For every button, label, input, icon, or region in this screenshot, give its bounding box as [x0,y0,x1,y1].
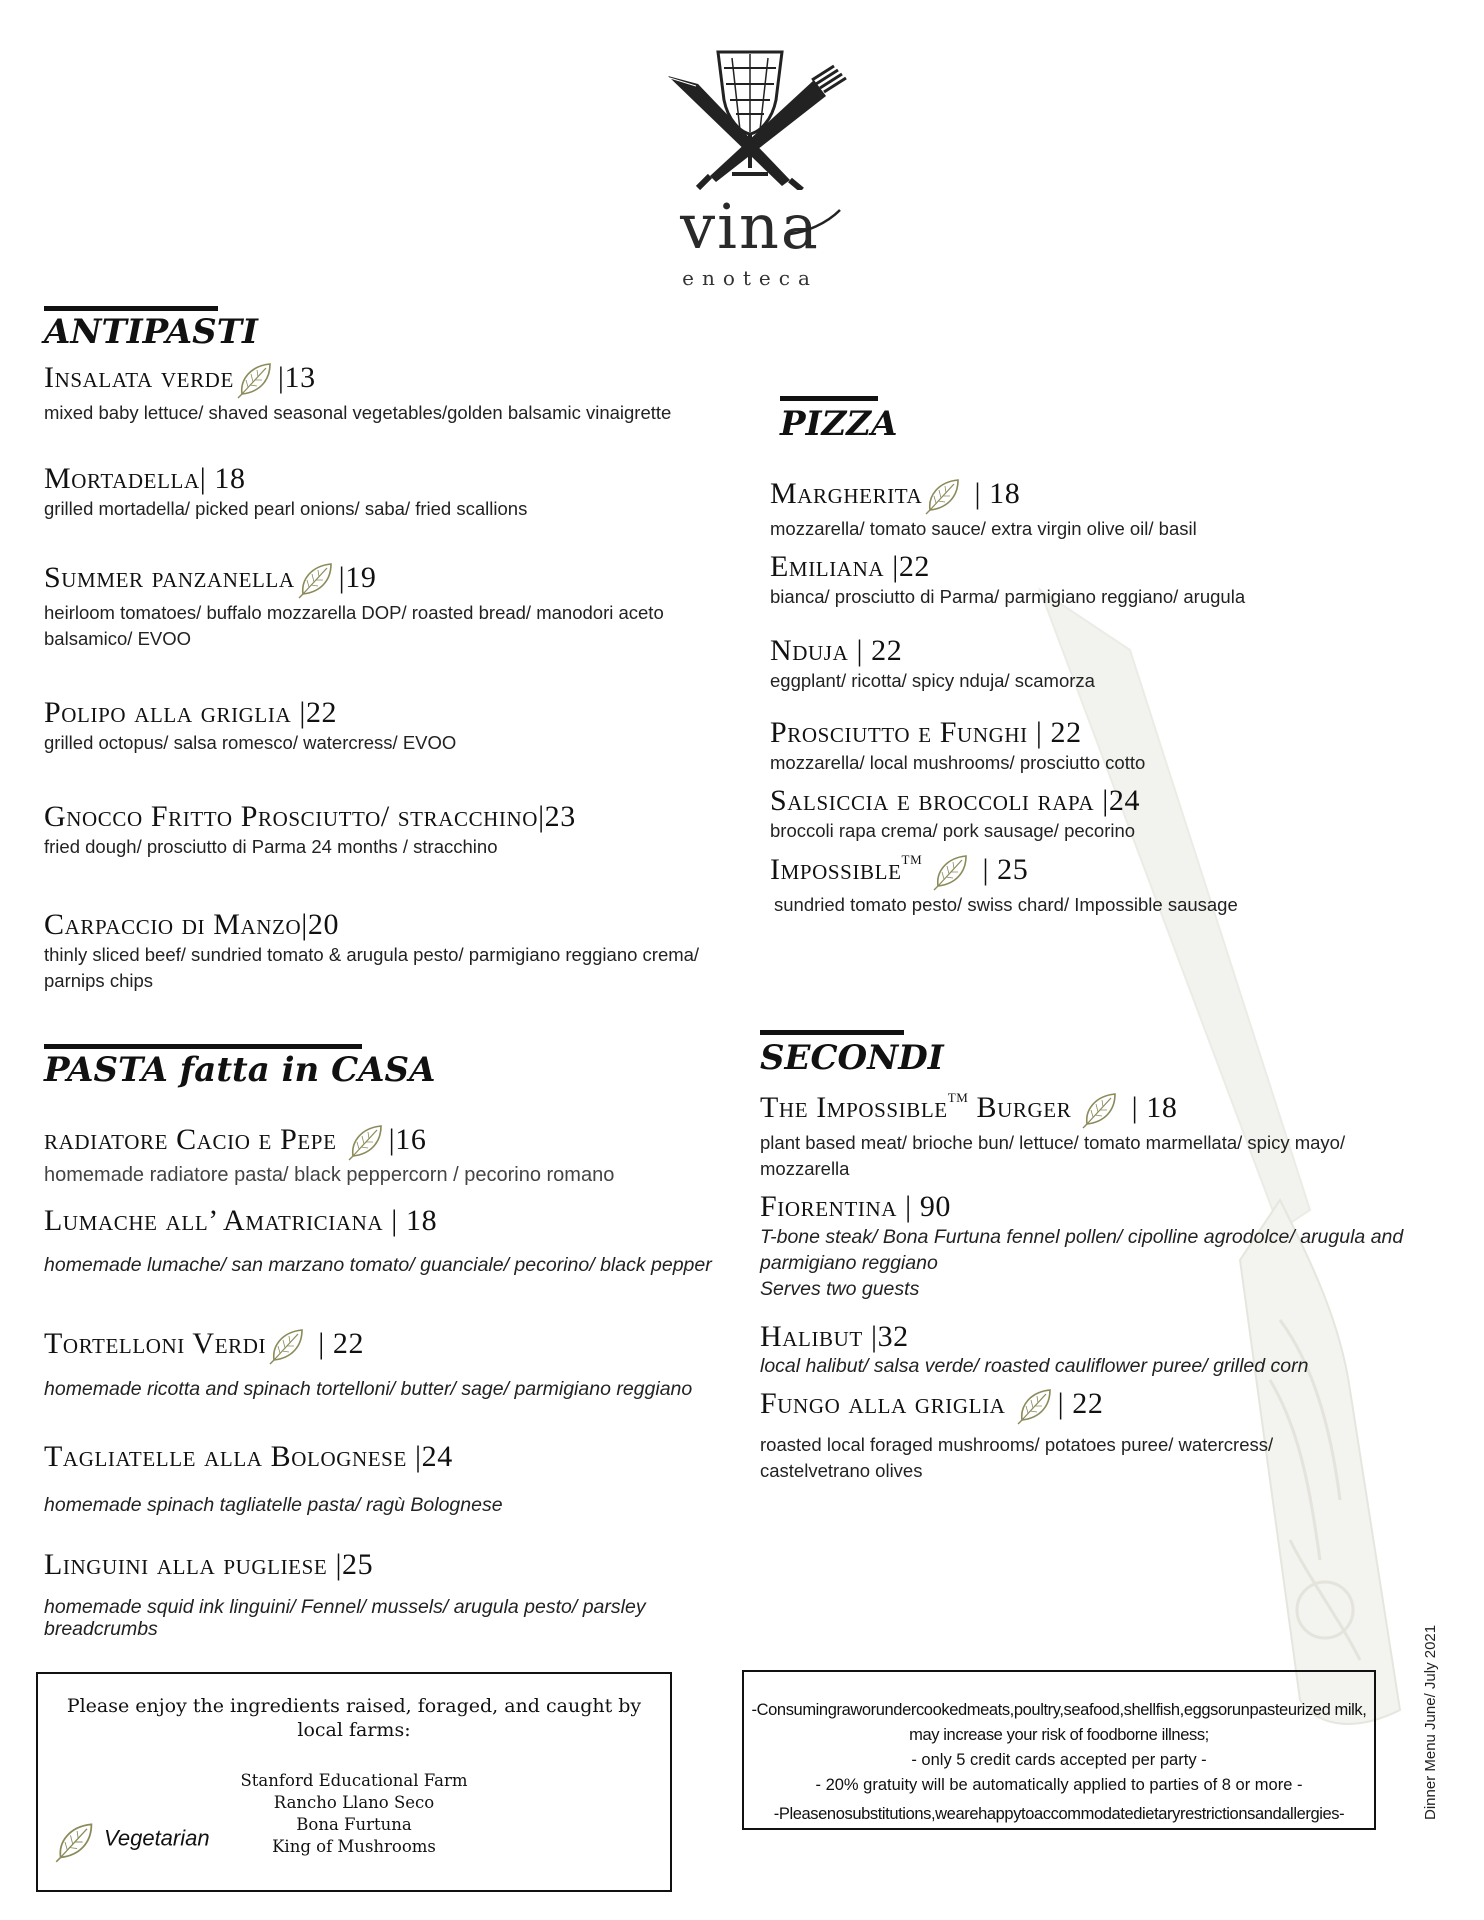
secondi-rule [760,1030,904,1035]
farm-name: King of Mushrooms [272,1837,436,1856]
vegetarian-legend [52,1820,210,1864]
menu-item-cacio-e-pepe: radiatore Cacio e Pepe |16 homemade radiatore pasta/ black peppercorn / pecorino romano [44,1122,754,1188]
crossed-cutlery-glass-icon [600,40,900,190]
menu-item-fungo: Fungo alla griglia | 22 roasted local foraged mushrooms/ potatoes puree/ watercress/ castelvetrano olives [760,1386,1320,1484]
menu-item-salsiccia: Salsiccia e broccoli rapa |24 broccoli rapa crema/ pork sausage/ pecorino [770,784,1460,844]
item-description: grilled octopus/ salsa romesco/ watercress/ EVOO [44,732,457,753]
local-farms-box [36,1672,672,1892]
item-description: sundried tomato pesto/ swiss chard/ Impossible sausage [774,894,1238,915]
farms-intro: Please enjoy the ingredients raised, foraged, and caught by local farms: [66,1695,642,1741]
item-description: homemade squid ink linguini/ Fennel/ mussels/ arugula pesto/ parsley breadcrumbs [44,1596,646,1640]
notice-box [742,1670,1376,1830]
item-description: broccoli rapa crema/ pork sausage/ pecorino [770,820,1136,841]
item-note: Serves two guests [760,1278,920,1300]
menu-item-nduja: Nduja | 22 eggplant/ ricotta/ spicy nduja/ scamorza [770,634,1460,694]
menu-item-amatriciana: Lumache all’ Amatriciana | 18 homemade lumache/ san marzano tomato/ guanciale/ pecorino/ black pepper [44,1204,724,1277]
item-description: mixed baby lettuce/ shaved seasonal vegetables/golden balsamic vinaigrette [44,402,672,423]
item-description: homemade spinach tagliatelle pasta/ ragù Bolognese [44,1494,503,1516]
item-description: heirloom tomatoes/ buffalo mozzarella DOP/ roasted bread/ manodori aceto balsamico/ EVOO [44,602,664,649]
vegetarian-leaf-icon [347,1122,387,1162]
logo-name: vina [680,190,820,263]
item-description: mozzarella/ local mushrooms/ prosciutto cotto [770,752,1146,773]
vegetarian-leaf-icon [297,560,337,600]
notice-line: - only 5 credit cards accepted per party - [911,1751,1207,1769]
farm-name: Rancho Llano Seco [273,1793,435,1812]
item-description: roasted local foraged mushrooms/ potatoes puree/ watercress/ castelvetrano olives [760,1434,1274,1481]
item-description: homemade lumache/ san marzano tomato/ guanciale/ pecorino/ black pepper [44,1254,712,1276]
vegetarian-leaf-icon [268,1326,308,1366]
item-description: bianca/ prosciutto di Parma/ parmigiano reggiano/ arugula [770,586,1246,607]
menu-item-carpaccio: Carpaccio di Manzo|20 thinly sliced beef/ sundried tomato & arugula pesto/ parmigiano reggiano crema/ parnips chips [44,908,744,994]
pizza-heading: PIZZA [780,404,898,444]
vegetarian-leaf-icon [54,1820,98,1864]
menu-item-impossible-pizza: Impossible™ | 25 sundried tomato pesto/ swiss chard/ Impossible sausage [770,852,1460,918]
pizza-rule [780,396,878,401]
menu-item-halibut: Halibut |32 local halibut/ salsa verde/ roasted cauliflower puree/ grilled corn [760,1320,1460,1378]
menu-item-gnocco-fritto: Gnocco Fritto Prosciutto/ stracchino|23 fried dough/ prosciutto di Parma 24 months / stracchino [44,800,754,860]
vegetarian-leaf-icon [1016,1386,1056,1426]
item-description: homemade radiatore pasta/ black peppercorn / pecorino romano [44,1164,615,1186]
pasta-rule [44,1044,362,1049]
menu-item-tagliatelle: Tagliatelle alla Bolognese |24 homemade spinach tagliatelle pasta/ ragù Bolognese [44,1440,754,1518]
secondi-heading: SECONDI [760,1038,944,1078]
item-description: fried dough/ prosciutto di Parma 24 months / stracchino [44,836,498,857]
pasta-heading: PASTA fatta in CASA [44,1050,436,1090]
menu-item-mortadella: Mortadella| 18 grilled mortadella/ picked pearl onions/ saba/ fried scallions [44,462,754,522]
menu-item-tortelloni: Tortelloni Verdi | 22 homemade ricotta and spinach tortelloni/ butter/ sage/ parmigiano reggiano [44,1326,754,1401]
item-description: T-bone steak/ Bona Furtuna fennel pollen/ cipolline agrodolce/ arugula and parmigiano reggiano [760,1226,1404,1274]
item-description: eggplant/ ricotta/ spicy nduja/ scamorza [770,670,1095,691]
item-description: local halibut/ salsa verde/ roasted cauliflower puree/ grilled corn [760,1355,1309,1377]
notice-line: -Consumingraworundercookedmeats,poultry,seafood,shellfish,eggsorunpasteurized milk, may increase your risk of foodborne illness; [751,1701,1367,1744]
menu-item-linguini: Linguini alla pugliese |25 homemade squid ink linguini/ Fennel/ mussels/ arugula pesto/ parsley breadcrumbs [44,1548,764,1640]
vegetarian-leaf-icon [932,852,972,892]
logo-swash-icon [786,204,846,244]
item-description: thinly sliced beef/ sundried tomato & arugula pesto/ parmigiano reggiano crema/ parnips chips [44,944,700,991]
farm-name: Stanford Educational Farm [240,1771,468,1790]
menu-item-prosciutto-funghi: Prosciutto e Funghi | 22 mozzarella/ local mushrooms/ prosciutto cotto [770,716,1460,776]
item-description: plant based meat/ brioche bun/ lettuce/ tomato marmellata/ spicy mayo/ mozzarella [760,1132,1346,1179]
vegetarian-leaf-icon [924,476,964,516]
menu-date-note: Dinner Menu June/ July 2021 [1422,1624,1439,1820]
item-description: homemade ricotta and spinach tortelloni/ butter/ sage/ parmigiano reggiano [44,1378,693,1400]
menu-item-margherita: Margherita | 18 mozzarella/ tomato sauce/ extra virgin olive oil/ basil [770,476,1460,542]
vina-enoteca-logo [600,40,900,290]
menu-item-impossible-burger: The Impossible™ Burger | 18 plant based meat/ brioche bun/ lettuce/ tomato marmellata/ spicy mayo/ mozzarella [760,1090,1420,1182]
notice-line: - 20% gratuity will be automatically applied to parties of 8 or more - [815,1776,1303,1794]
menu-item-polipo: Polipo alla griglia |22 grilled octopus/ salsa romesco/ watercress/ EVOO [44,696,754,756]
farm-name: Bona Furtuna [296,1815,412,1834]
menu-item-fiorentina: Fiorentina | 90 T-bone steak/ Bona Furtuna fennel pollen/ cipolline agrodolce/ arugula and parmigiano reggiano Serves two guests [760,1190,1420,1302]
notice-line: -Pleasenosubstitutions,wearehappytoaccommodatedietaryrestrictionsandallergies- [773,1805,1345,1823]
menu-item-summer-panzanella: Summer panzanella |19 heirloom tomatoes/ buffalo mozzarella DOP/ roasted bread/ manodori aceto balsamico/ EVOO [44,560,744,652]
vegetarian-leaf-icon [1081,1090,1121,1130]
logo-subtitle: enoteca [682,266,818,290]
item-description: mozzarella/ tomato sauce/ extra virgin olive oil/ basil [770,518,1197,539]
item-description: grilled mortadella/ picked pearl onions/ saba/ fried scallions [44,498,528,519]
menu-item-insalata-verde: Insalata verde |13 mixed baby lettuce/ shaved seasonal vegetables/golden balsamic vinaigrette [44,360,754,426]
vegetarian-leaf-icon [236,360,276,400]
antipasti-rule [44,306,218,311]
menu-item-emiliana: Emiliana |22 bianca/ prosciutto di Parma/ parmigiano reggiano/ arugula [770,550,1460,610]
legend-label: Vegetarian [104,1825,210,1851]
antipasti-heading: ANTIPASTI [44,312,258,352]
